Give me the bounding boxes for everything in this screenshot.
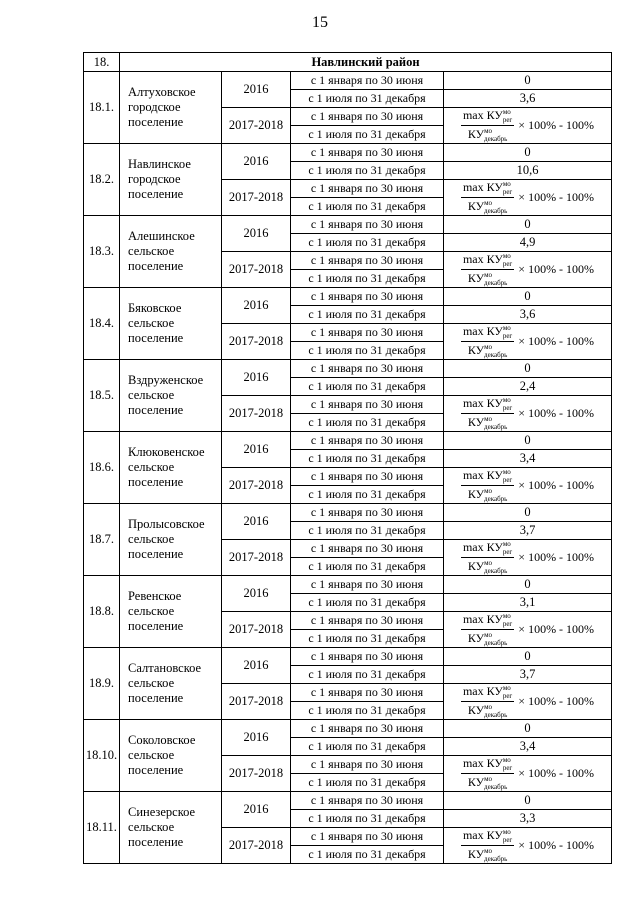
formula-sub-reg: рег [502,260,513,268]
formula-sup: мо [502,396,511,404]
period-cell: с 1 июля по 31 декабря [291,162,444,180]
year-2016: 2016 [222,648,291,684]
year-2016: 2016 [222,504,291,540]
formula-sub-december: декабрь [484,279,508,287]
table-row [84,792,612,810]
formula-sub-reg: рег [502,332,513,340]
period-cell: с 1 июля по 31 декабря [291,666,444,684]
formula [444,757,611,791]
period-cell: с 1 января по 30 июня [291,432,444,450]
formula-sup: мо [502,756,511,764]
period-cell: с 1 января по 30 июня [291,720,444,738]
formula-sup: мо [484,631,493,639]
formula-ku: КУ [467,127,485,141]
formula-max: max [462,540,484,554]
period-cell: с 1 июля по 31 декабря [291,414,444,432]
row-number: 18.7. [84,504,120,576]
year-2016: 2016 [222,720,291,756]
year-2016: 2016 [222,288,291,324]
settlement-name: Соколовское сельское поселение [120,720,222,792]
formula-sup: мо [484,343,493,351]
formula [444,109,611,143]
formula-sup: мо [484,199,493,207]
value-cell: 3,7 [444,522,612,540]
table-row [84,576,612,594]
value-cell: 0 [444,792,612,810]
formula-cell [444,828,612,864]
formula-ku: КУ [467,847,485,861]
formula-cell [444,252,612,288]
row-number: 18.9. [84,648,120,720]
formula-ku: КУ [467,343,485,357]
formula-sub-reg: рег [502,764,513,772]
formula-max: max [462,108,484,122]
table-row [84,72,612,90]
formula-sup: мо [484,775,493,783]
period-cell: с 1 января по 30 июня [291,144,444,162]
value-cell: 3,3 [444,810,612,828]
formula-max: max [462,180,484,194]
table-row [84,360,612,378]
value-cell: 0 [444,432,612,450]
value-cell: 0 [444,144,612,162]
table-row [84,720,612,738]
formula [444,397,611,431]
table-row [84,288,612,306]
formula-sup: мо [502,828,511,836]
period-cell: с 1 июля по 31 декабря [291,486,444,504]
formula-ku: КУ [486,180,503,194]
formula-ku: КУ [486,540,503,554]
year-2017-2018: 2017-2018 [222,540,291,576]
year-2017-2018: 2017-2018 [222,396,291,432]
formula-tail: × 100% - 100% [518,118,595,132]
row-number: 18.8. [84,576,120,648]
formula-sup: мо [484,271,493,279]
formula-sup: мо [484,559,493,567]
value-cell: 3,4 [444,450,612,468]
formula-cell [444,612,612,648]
period-cell: с 1 января по 30 июня [291,108,444,126]
period-cell: с 1 июля по 31 декабря [291,306,444,324]
formula-ku: КУ [467,559,485,573]
formula-ku: КУ [467,631,485,645]
formula-max: max [462,756,484,770]
formula-sub-december: декабрь [484,351,508,359]
formula-cell [444,684,612,720]
formula-cell [444,756,612,792]
settlement-name: Алешинское сельское поселение [120,216,222,288]
formula-tail: × 100% - 100% [518,262,595,276]
year-2017-2018: 2017-2018 [222,756,291,792]
formula-sub-december: декабрь [484,639,508,647]
formula-ku: КУ [486,396,503,410]
formula-max: max [462,684,484,698]
formula-ku: КУ [486,684,503,698]
formula-sub-reg: рег [502,476,513,484]
formula-max: max [462,252,484,266]
formula-tail: × 100% - 100% [518,622,595,636]
settlement-name: Вздруженское сельское поселение [120,360,222,432]
value-cell: 3,6 [444,90,612,108]
formula-tail: × 100% - 100% [518,694,595,708]
formula-sub-december: декабрь [484,783,508,791]
formula-max: max [462,468,484,482]
formula [444,541,611,575]
formula-sup: мо [502,468,511,476]
formula-sup: мо [502,180,511,188]
formula-cell [444,468,612,504]
period-cell: с 1 января по 30 июня [291,180,444,198]
formula-sub-reg: рег [502,620,513,628]
formula-sup: мо [502,324,511,332]
formula-sub-december: декабрь [484,855,508,863]
period-cell: с 1 января по 30 июня [291,648,444,666]
formula-sub-reg: рег [502,188,513,196]
formula-sup: мо [502,108,511,116]
period-cell: с 1 января по 30 июня [291,612,444,630]
row-number: 18.11. [84,792,120,864]
formula-sub-reg: рег [502,836,513,844]
year-2017-2018: 2017-2018 [222,252,291,288]
formula-sup: мо [484,847,493,855]
period-cell: с 1 января по 30 июня [291,468,444,486]
period-cell: с 1 января по 30 июня [291,684,444,702]
formula-ku: КУ [467,703,485,717]
formula-ku: КУ [486,612,503,626]
row-number: 18.2. [84,144,120,216]
year-2017-2018: 2017-2018 [222,468,291,504]
value-cell: 2,4 [444,378,612,396]
formula-ku: КУ [486,108,503,122]
formula-cell [444,396,612,432]
table-row [84,216,612,234]
formula-sup: мо [484,415,493,423]
period-cell: с 1 января по 30 июня [291,288,444,306]
year-2016: 2016 [222,72,291,108]
formula-sup: мо [484,487,493,495]
period-cell: с 1 июля по 31 декабря [291,846,444,864]
formula-max: max [462,324,484,338]
formula [444,829,611,863]
period-cell: с 1 июля по 31 декабря [291,270,444,288]
settlement-name: Навлинское городское поселение [120,144,222,216]
formula-sub-december: декабрь [484,711,508,719]
formula-ku: КУ [486,828,503,842]
period-cell: с 1 января по 30 июня [291,504,444,522]
formula-sup: мо [502,252,511,260]
formula-ku: КУ [467,415,485,429]
settlement-name: Алтуховское городское поселение [120,72,222,144]
value-cell: 3,6 [444,306,612,324]
table-row [84,144,612,162]
year-2017-2018: 2017-2018 [222,324,291,360]
period-cell: с 1 января по 30 июня [291,324,444,342]
formula-tail: × 100% - 100% [518,406,595,420]
period-cell: с 1 июля по 31 декабря [291,558,444,576]
formula-ku: КУ [486,252,503,266]
tariff-table [83,52,612,864]
formula-sub-reg: рег [502,116,513,124]
formula-sub-december: декабрь [484,567,508,575]
settlement-name: Ревенское сельское поселение [120,576,222,648]
formula [444,181,611,215]
formula-sub-december: декабрь [484,207,508,215]
value-cell: 0 [444,720,612,738]
formula [444,613,611,647]
period-cell: с 1 июля по 31 декабря [291,594,444,612]
year-2017-2018: 2017-2018 [222,828,291,864]
value-cell: 0 [444,576,612,594]
row-number: 18.6. [84,432,120,504]
period-cell: с 1 июля по 31 декабря [291,774,444,792]
formula-sup: мо [502,540,511,548]
period-cell: с 1 января по 30 июня [291,72,444,90]
settlement-name: Бяковское сельское поселение [120,288,222,360]
value-cell: 3,1 [444,594,612,612]
formula-max: max [462,612,484,626]
formula-sub-december: декабрь [484,495,508,503]
period-cell: с 1 июля по 31 декабря [291,738,444,756]
year-2016: 2016 [222,576,291,612]
year-2017-2018: 2017-2018 [222,180,291,216]
year-2016: 2016 [222,432,291,468]
value-cell: 0 [444,288,612,306]
value-cell: 0 [444,216,612,234]
formula-tail: × 100% - 100% [518,478,595,492]
value-cell: 3,4 [444,738,612,756]
table-row [84,432,612,450]
formula-tail: × 100% - 100% [518,766,595,780]
period-cell: с 1 января по 30 июня [291,792,444,810]
period-cell: с 1 июля по 31 декабря [291,630,444,648]
formula-ku: КУ [486,468,503,482]
period-cell: с 1 января по 30 июня [291,252,444,270]
formula-cell [444,324,612,360]
formula-ku: КУ [467,199,485,213]
year-2017-2018: 2017-2018 [222,612,291,648]
formula-sub-reg: рег [502,548,513,556]
value-cell: 10,6 [444,162,612,180]
formula-ku: КУ [486,324,503,338]
formula [444,469,611,503]
section-title: Навлинский район [120,53,612,72]
period-cell: с 1 июля по 31 декабря [291,378,444,396]
year-2017-2018: 2017-2018 [222,684,291,720]
row-number: 18.1. [84,72,120,144]
settlement-name: Пролысовское сельское поселение [120,504,222,576]
formula [444,253,611,287]
period-cell: с 1 июля по 31 декабря [291,810,444,828]
formula-tail: × 100% - 100% [518,334,595,348]
period-cell: с 1 июля по 31 декабря [291,234,444,252]
formula [444,685,611,719]
table-row [84,648,612,666]
page-number: 15 [312,14,328,31]
formula-ku: КУ [486,756,503,770]
section-header-row [84,53,612,72]
formula-sup: мо [484,703,493,711]
year-2016: 2016 [222,360,291,396]
year-2016: 2016 [222,144,291,180]
settlement-name: Клюковенское сельское поселение [120,432,222,504]
row-number: 18.5. [84,360,120,432]
period-cell: с 1 января по 30 июня [291,828,444,846]
settlement-name: Салтановское сельское поселение [120,648,222,720]
formula-sub-reg: рег [502,692,513,700]
period-cell: с 1 января по 30 июня [291,756,444,774]
section-number: 18. [84,53,120,72]
period-cell: с 1 января по 30 июня [291,216,444,234]
period-cell: с 1 июля по 31 декабря [291,342,444,360]
table-row [84,504,612,522]
value-cell: 0 [444,504,612,522]
value-cell: 0 [444,360,612,378]
period-cell: с 1 июля по 31 декабря [291,198,444,216]
year-2016: 2016 [222,792,291,828]
formula-ku: КУ [467,487,485,501]
formula-cell [444,180,612,216]
formula-max: max [462,396,484,410]
period-cell: с 1 января по 30 июня [291,576,444,594]
formula-tail: × 100% - 100% [518,190,595,204]
formula-max: max [462,828,484,842]
value-cell: 0 [444,648,612,666]
settlement-name: Синезерское сельское поселение [120,792,222,864]
formula-sup: мо [484,127,493,135]
formula-sup: мо [502,612,511,620]
year-2016: 2016 [222,216,291,252]
formula [444,325,611,359]
year-2017-2018: 2017-2018 [222,108,291,144]
formula-ku: КУ [467,775,485,789]
period-cell: с 1 июля по 31 декабря [291,450,444,468]
row-number: 18.10. [84,720,120,792]
period-cell: с 1 июля по 31 декабря [291,702,444,720]
value-cell: 4,9 [444,234,612,252]
period-cell: с 1 января по 30 июня [291,540,444,558]
period-cell: с 1 июля по 31 декабря [291,90,444,108]
row-number: 18.3. [84,216,120,288]
formula-sub-reg: рег [502,404,513,412]
formula-cell [444,108,612,144]
formula-tail: × 100% - 100% [518,550,595,564]
value-cell: 0 [444,72,612,90]
period-cell: с 1 июля по 31 декабря [291,522,444,540]
formula-sub-december: декабрь [484,423,508,431]
formula-ku: КУ [467,271,485,285]
period-cell: с 1 января по 30 июня [291,396,444,414]
formula-cell [444,540,612,576]
formula-tail: × 100% - 100% [518,838,595,852]
formula-sub-december: декабрь [484,135,508,143]
formula-sup: мо [502,684,511,692]
period-cell: с 1 июля по 31 декабря [291,126,444,144]
period-cell: с 1 января по 30 июня [291,360,444,378]
value-cell: 3,7 [444,666,612,684]
row-number: 18.4. [84,288,120,360]
